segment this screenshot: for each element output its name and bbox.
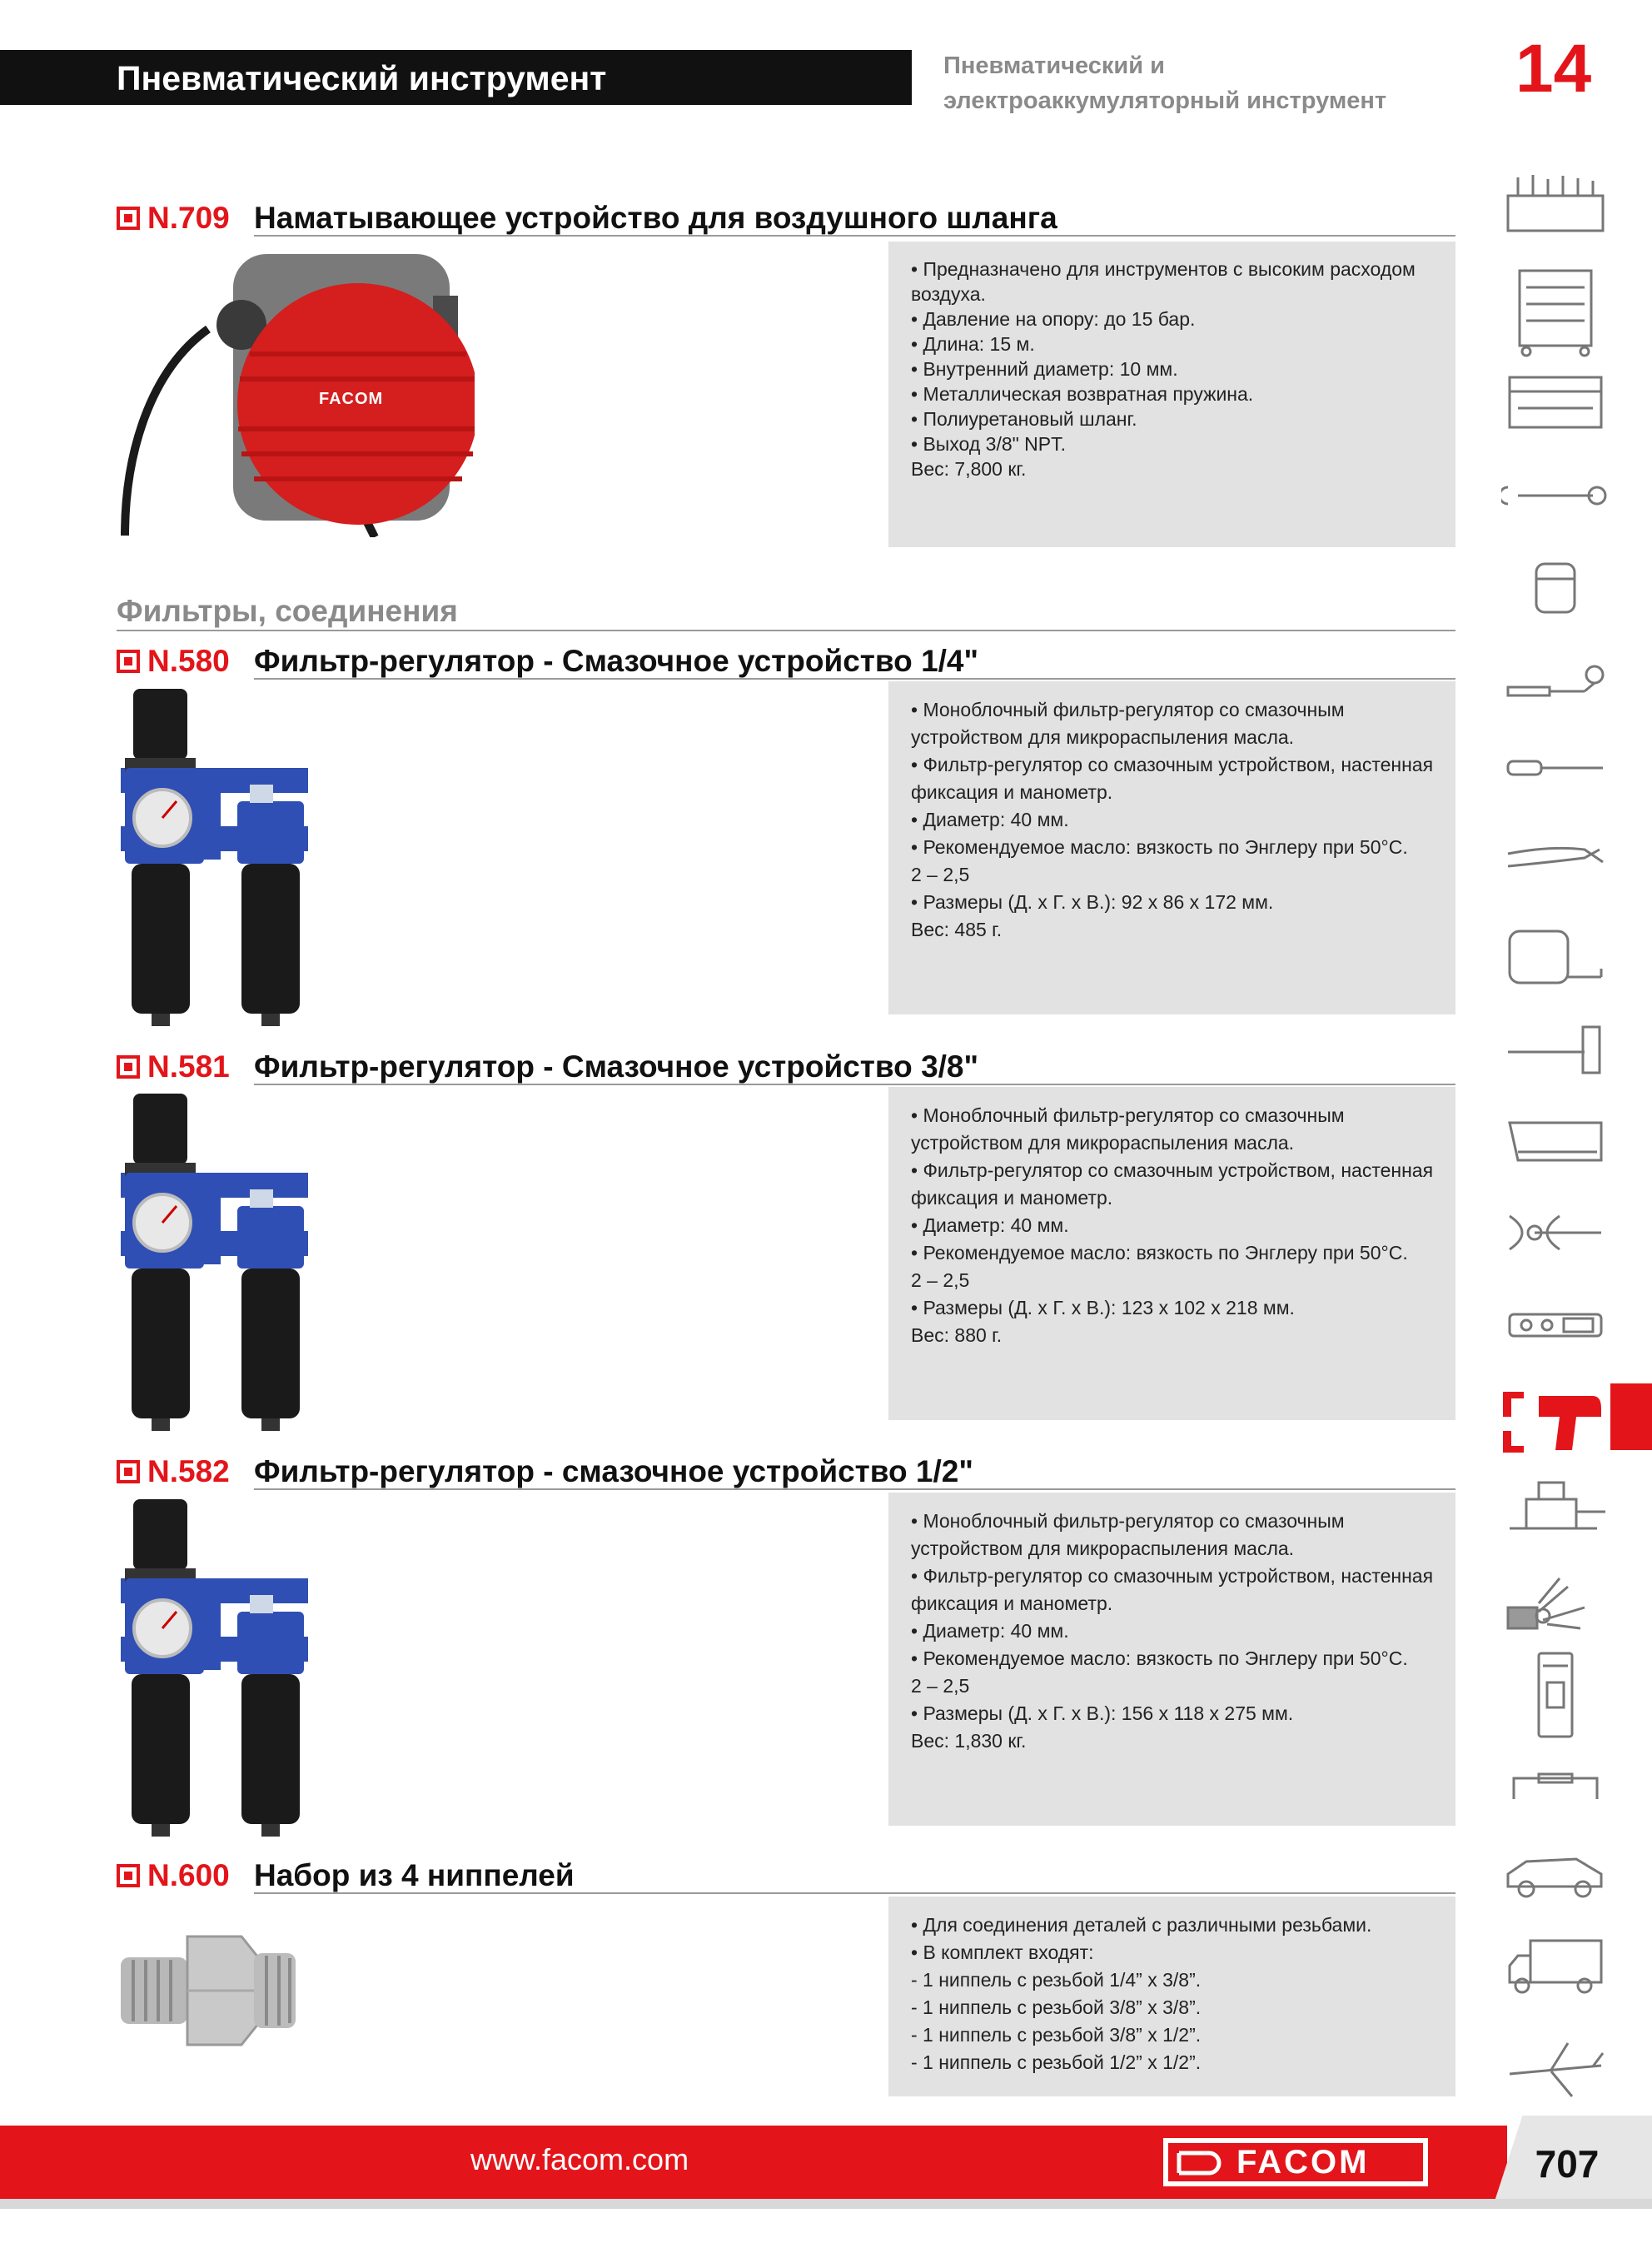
detail-item: Вес: 7,800 кг.: [911, 458, 1027, 480]
group-divider: [117, 630, 1455, 631]
nipple-fitting-image: [117, 1920, 300, 2053]
tool-cabinet-icon[interactable]: [1501, 267, 1610, 358]
detail-item: • Моноблочный фильтр-регулятор со смазочным устройством для микрораспыления масла.: [911, 1104, 1345, 1154]
brand-logo-mark-icon: [1176, 2150, 1226, 2181]
detail-item: • Рекомендуемое масло: вязкость по Энглеру при 50°C. 2 – 2,5: [911, 836, 1408, 885]
detail-item: - 1 ниппель с резьбой 1/4” х 3/8”.: [911, 1969, 1202, 1991]
multimeter-icon[interactable]: [1501, 1291, 1610, 1358]
reel-brand-label: FACOM: [319, 390, 384, 408]
pneumatic-gun-icon[interactable]: [1501, 1379, 1610, 1454]
detail-item: • Размеры (Д. х Г. х В.): 123 х 102 х 218 мм.: [911, 1297, 1295, 1318]
screwdriver-icon[interactable]: [1501, 735, 1610, 801]
detail-item: • Диаметр: 40 мм.: [911, 1214, 1069, 1236]
ratchet-icon[interactable]: [1501, 650, 1610, 716]
tape-measure-icon[interactable]: [1501, 923, 1610, 989]
detail-item: • Диаметр: 40 мм.: [911, 809, 1069, 830]
detail-item: • Рекомендуемое масло: вязкость по Энглеру при 50°C. 2 – 2,5: [911, 1647, 1408, 1697]
product-details-panel: [888, 1897, 1455, 2096]
detail-item: • Моноблочный фильтр-регулятор со смазочным устройством для микрораспыления масла.: [911, 699, 1345, 748]
detail-item: • В комплект входят:: [911, 1941, 1094, 1963]
tool-drawer-icon[interactable]: [1501, 371, 1610, 437]
page-number: 707: [1535, 2142, 1600, 2186]
filter-regulator-image: [117, 1089, 316, 1435]
brand-logo-text: FACOM: [1237, 2144, 1370, 2181]
product-details-panel: [888, 681, 1455, 1014]
product-title: Фильтр-регулятор - Смазочное устройство 1/4": [254, 644, 979, 678]
header-subtitle: [943, 48, 1443, 118]
section-marker-icon: [117, 1864, 140, 1887]
product-code: N.600: [147, 1858, 230, 1892]
detail-item: - 1 ниппель с резьбой 3/8” х 1/2”.: [911, 2024, 1202, 2046]
handle-icon[interactable]: [1501, 1749, 1610, 1816]
group-title: Фильтры, соединения: [117, 594, 458, 628]
header-subtitle-line2: электроаккумуляторный инструмент: [943, 87, 1387, 114]
detail-item: • Рекомендуемое масло: вязкость по Энглеру при 50°C. 2 – 2,5: [911, 1242, 1408, 1291]
section-divider: [254, 235, 1455, 237]
detail-item: • Размеры (Д. х Г. х В.): 156 х 118 х 275 мм.: [911, 1702, 1294, 1724]
detail-item: • Предназначено для инструментов с высоким расходом воздуха.: [911, 258, 1416, 305]
detail-item: - 1 ниппель с резьбой 3/8” х 3/8”.: [911, 1996, 1202, 2018]
active-section-tab[interactable]: [1610, 1383, 1652, 1450]
header-subtitle-line1: Пневматический и: [943, 52, 1165, 79]
section-marker-icon: [117, 207, 140, 230]
filter-regulator-image: [117, 1495, 316, 1841]
product-code: N.582: [147, 1454, 230, 1488]
detail-item: • Фильтр-регулятор со смазочным устройством, настенная фиксация и манометр.: [911, 1159, 1434, 1209]
footer-url-link[interactable]: www.facom.com: [470, 2142, 689, 2176]
section-divider: [254, 1084, 1455, 1085]
detail-item: • Давление на опору: до 15 бар.: [911, 308, 1196, 330]
product-title: Набор из 4 ниппелей: [254, 1858, 575, 1892]
detail-item: • Полиуретановый шланг.: [911, 408, 1137, 430]
hammer-icon[interactable]: [1501, 1014, 1610, 1081]
detail-item: • Моноблочный фильтр-регулятор со смазочным устройством для микрораспыления масла.: [911, 1510, 1345, 1559]
pliers-icon[interactable]: [1501, 825, 1610, 891]
detail-item: • Размеры (Д. х Г. х В.): 92 х 86 х 172 мм.: [911, 891, 1274, 913]
page-title: Пневматический инструмент: [117, 59, 607, 97]
product-code: N.580: [147, 644, 230, 678]
circuit-breaker-icon[interactable]: [1501, 1649, 1610, 1741]
detail-item: • Выход 3/8" NPT.: [911, 433, 1067, 455]
chapter-number: 14: [1515, 31, 1592, 107]
detail-item: • Для соединения деталей с различными резьбами.: [911, 1914, 1372, 1936]
detail-item: Вес: 1,830 кг.: [911, 1730, 1027, 1752]
section-marker-icon: [117, 1055, 140, 1079]
hacksaw-icon[interactable]: [1501, 1106, 1610, 1173]
product-title: Наматывающее устройство для воздушного шланга: [254, 201, 1057, 235]
vise-icon[interactable]: [1501, 1474, 1610, 1541]
detail-item: • Металлическая возвратная пружина.: [911, 383, 1254, 405]
section-marker-icon: [117, 1460, 140, 1483]
product-details-panel: [888, 242, 1455, 547]
detail-item: • Фильтр-регулятор со смазочным устройством, настенная фиксация и манометр.: [911, 754, 1434, 803]
footer-strip: [0, 2199, 1652, 2209]
safety-tool-icon[interactable]: [1501, 1570, 1610, 1645]
detail-item: • Длина: 15 м.: [911, 333, 1035, 355]
detail-item: • Фильтр-регулятор со смазочным устройством, настенная фиксация и манометр.: [911, 1565, 1434, 1614]
product-code: N.581: [147, 1049, 230, 1084]
filter-regulator-image: [117, 685, 316, 1030]
car-icon[interactable]: [1501, 1841, 1610, 1907]
puller-icon[interactable]: [1501, 1199, 1610, 1266]
section-divider: [254, 678, 1455, 680]
detail-item: Вес: 485 г.: [911, 919, 1003, 940]
socket-icon[interactable]: [1501, 554, 1610, 621]
tool-box-icon[interactable]: [1501, 171, 1610, 237]
detail-item: • Внутренний диаметр: 10 мм.: [911, 358, 1178, 380]
truck-icon[interactable]: [1501, 1932, 1610, 1999]
section-divider: [254, 1488, 1455, 1490]
product-title: Фильтр-регулятор - Смазочное устройство 3/8": [254, 1049, 979, 1084]
section-divider: [254, 1892, 1455, 1894]
product-code: N.709: [147, 201, 230, 235]
airplane-icon[interactable]: [1501, 2036, 1610, 2103]
product-details-panel: [888, 1493, 1455, 1826]
detail-item: • Диаметр: 40 мм.: [911, 1620, 1069, 1642]
wrench-icon[interactable]: [1501, 462, 1610, 529]
hose-reel-image: [117, 246, 475, 537]
product-details-panel: [888, 1087, 1455, 1420]
detail-item: Вес: 880 г.: [911, 1324, 1003, 1346]
product-title: Фильтр-регулятор - смазочное устройство 1/2": [254, 1454, 973, 1488]
section-marker-icon: [117, 650, 140, 673]
detail-item: - 1 ниппель с резьбой 1/2” х 1/2”.: [911, 2051, 1202, 2073]
